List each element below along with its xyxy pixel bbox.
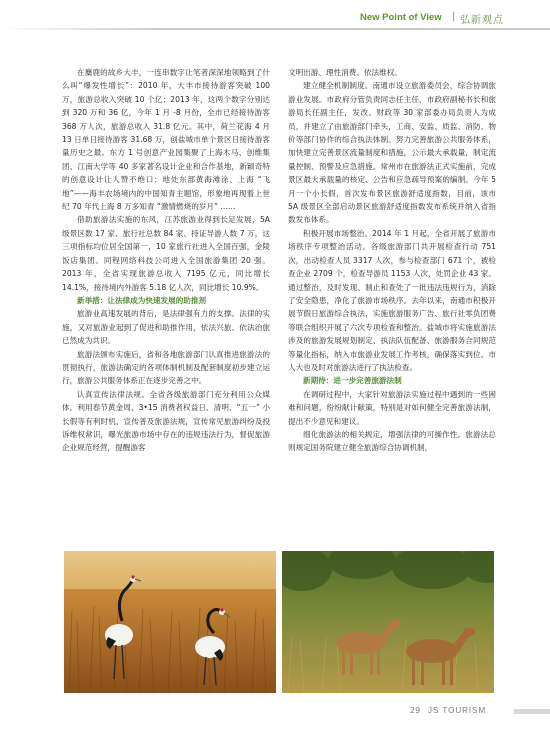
- paragraph: 在麋鹿的故乡大丰，一连串数字让笔者深深地领略到了什么叫“爆发性增长”：2010 年，大丰市接待游客突破 100 万，旅游总收入突破 10 个亿；2013 年，这两个数字分别达到 320 万和 36 亿，今年 1 月 -8 月份，全市已经接待游客 368 万人次，旅游总收入 31.8 亿元。其中，荷兰花海 4 月 13 日单日接待游客 31.68 万，创盐城市单个景区日接待游客量历史之最。东方 1 号创意产业园集聚了上海木马、创维集团、江南大学等 40 多家著名设计企业和合作基地，新颖奇特的创意设计让人赞不绝口；地处东部黄海滩涂、上海 “飞地”——海丰农场境内的中国知青主题馆，形象地再现着上世纪 70 年代上海 8 万多知青 “激情燃烧的岁月” ……: [62, 68, 270, 212]
- header-english-title: New Point of View: [360, 12, 442, 23]
- paragraph: 旅游法颁布实施后，省和各地旅游部门认真推进旅游法的贯彻执行，旅游法确定的各项体制机制及配套制度初步建立运行，旅游公共服务体系正在逐步完善之中。: [62, 349, 270, 386]
- paragraph: 细化旅游法的相关规定，增强法律的可操作性。旅游法总则规定国务院建立健全旅游综合协调机制，: [288, 429, 496, 453]
- paragraph: 积极开展市场整治。2014 年 1 月起，全省开展了旅游市场秩序专项整治活动。各级旅游部门共开展检查行动 751 次，出动检查人员 3317 人次，参与检查部门 671 个，被检查企业 2709 个，检查导游员 1153 人次，处罚企业 43 家。通过整治，及时发现、制止和查处了一批违法违规行为，消除了安全隐患，净化了旅游市场秩序。去年以来，南通市积极开展节假日旅游综合执法，实施旅游服务广告、旅行社零负团费等联合组织开展了六次专项检查和整治。盐城市将实施旅游法涉及的旅游发展规划制定、执法队伍配备、旅游服务合同规范等量化指标，纳入市旅游业发展工作考核，确保落实到位。市人大也及时对旅游法进行了执法检查。: [288, 228, 496, 372]
- milu-deer-photo-icon: [282, 551, 494, 693]
- paragraph: 认真宣传法律法规。全省各级旅游部门充分利用公众媒体，利用春节黄金周、3•15 消费者权益日、清明、“五一” 小长假等有利时机，宣传普及旅游法规，宣传常见旅游纠纷及投诉维权常识，曝光旅游市场中存在的违规违法行为，督促旅游企业规范经营，提醒游客: [62, 389, 270, 453]
- red-crowned-crane-photo-icon: [64, 551, 276, 693]
- footer-bar: [514, 709, 550, 714]
- section-subheading: 新期待：进一步完善旅游法制: [303, 376, 402, 386]
- article-left-column: [62, 66, 270, 455]
- crane-photo: [64, 551, 276, 693]
- deer-photo: [282, 551, 494, 693]
- header-chinese-title: 弘新观点: [460, 15, 504, 26]
- header-divider: [0, 28, 550, 30]
- paragraph: 旅游业高速发展的背后，是法律强有力的支撑。法律的实施，又对旅游业起到了促进和助推作用，依法兴旅、依法治旅已然成为共识。: [62, 309, 270, 346]
- paragraph: 文明出游、理性消费、依法维权。: [288, 68, 402, 77]
- page-number: 29: [410, 706, 421, 715]
- paragraph: 在调研过程中，大家针对旅游法实施过程中遇到的一些困难和问题，纷纷献计献策，特别是对如何健全完善旅游法制，提出不少意见和建议。: [288, 389, 496, 426]
- article-right-column: [288, 66, 496, 455]
- page-header: [0, 6, 550, 30]
- paragraph: 借助旅游法实施的东风，江苏旅游业得到长足发展，5A 级景区数 17 家、旅行社总数 84 家、持证导游人数 7 万，这三项指标均位居全国第一，10 家旅行社进入全国百强，金陵饭店集团、同程网络科技公司进入全国旅游集团 20 强。2013 年，全省实现旅游总收入 7195 亿元，同比增长 14.1%，接待境内外游客 5.18 亿人次，同比增长 10.9%。: [62, 215, 270, 292]
- header-separator: |: [452, 11, 456, 22]
- paragraph: 建立健全机制制度。南通市设立旅游委员会，综合协调旅游业发展。市政府分管负责同志任主任，市政府副秘书长和旅游局长任副主任，发改、财政等 30 家部委办局负责人为成员，并建立了由旅游部门牵头，工商、安监、质监、消防、物价等部门协作的综合执法体制。努力完善旅游公共服务体系，加快建立完善景区流量制度和措施，公示最大承载量，制定流量控制、预警及应急措施。常州市在旅游法正式实施前，完成景区最大承载量的核定、公告和应急疏导预案的编制。今年 5 月一个小长假，首次发布景区旅游舒适度指数，目前，该市 5A 级景区全部启动景区旅游舒适度指数发布系统并纳入省指数发布体系。: [288, 81, 496, 225]
- section-subheading: 新举措：让法律成为快速发展的助推剂: [77, 295, 207, 305]
- magazine-brand: JS TOURISM: [428, 706, 487, 715]
